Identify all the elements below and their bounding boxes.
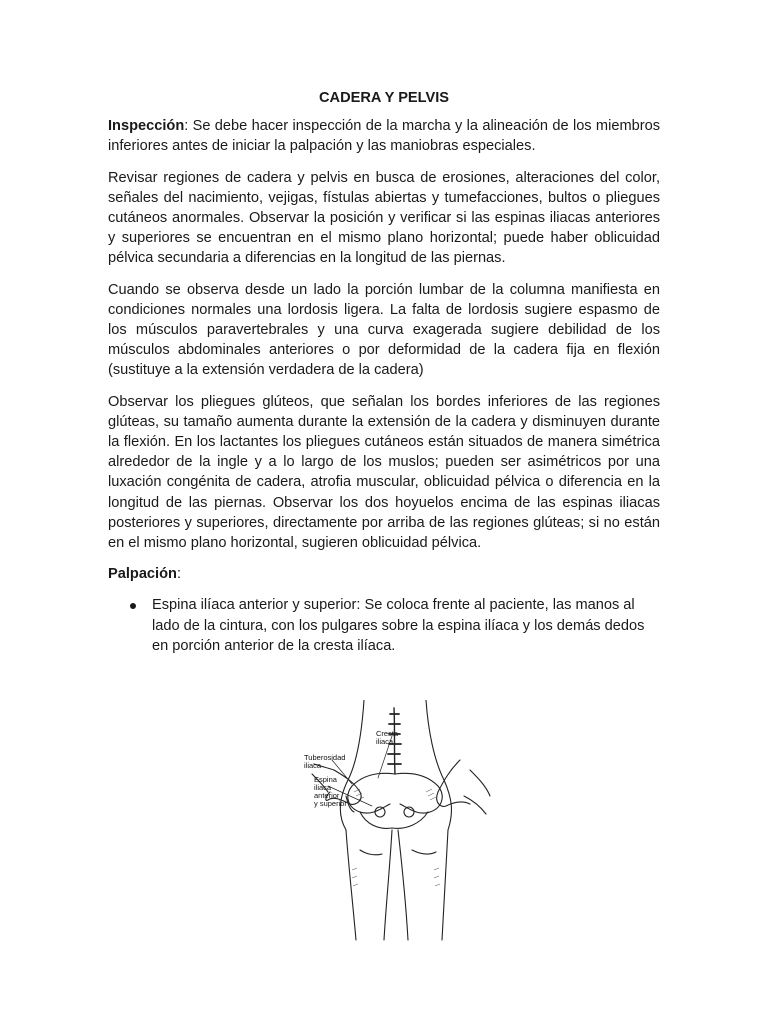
label-cresta-iliaca: Cresta iliaca — [376, 729, 399, 746]
label-espina-iliaca: Espina iliaca anterior y superior — [314, 775, 347, 808]
inspection-paragraph — [108, 116, 660, 156]
page-title: CADERA Y PELVIS — [318, 90, 450, 106]
inspection-intro: : Se debe hacer inspección de la marcha y la alineación de los miembros inferiores antes de iniciar la palpación y las maniobras especiales. — [108, 118, 660, 155]
label-tuberosidad-iliaca: Tuberosidad iliaca — [304, 753, 346, 770]
palpation-list — [108, 595, 660, 656]
inspection-label: Inspección — [108, 118, 185, 135]
document-body — [108, 88, 660, 656]
anatomy-illustration — [294, 700, 494, 945]
bullet-icon — [130, 603, 136, 609]
palpation-colon: : — [176, 566, 181, 583]
list-item — [108, 595, 660, 656]
palpation-label: Palpación — [108, 566, 177, 583]
list-item-text: Espina ilíaca anterior y superior: Se coloca frente al paciente, las manos al lado de la cintura, con los pulgares sobre la espina ilíaca y los demás dedos en porción anterior de la cresta ilíaca. — [152, 597, 645, 654]
paragraph-skin-review: Revisar regiones de cadera y pelvis en busca de erosiones, alteraciones del color, señales del nacimiento, vejigas, fístulas abiertas y tumefacciones, bultos o pliegues cutáneos anormales. Observar la posición y verificar si las espinas iliacas anteriores y superiores se encuentran en el mismo plano horizontal; puede haber oblicuidad pélvica secundaria a diferencias en la longitud de las piernas. — [108, 169, 660, 267]
palpation-heading — [108, 564, 660, 584]
paragraph-lordosis: Cuando se observa desde un lado la porción lumbar de la columna manifiesta en condiciones normales una lordosis ligera. La falta de lordosis sugiere espasmo de los músculos paravertebrales y una curva exagerada sugiere debilidad de los músculos abdominales anteriores o por deformidad de la cadera fija en flexión (sustituye a la extensión verdadera de la cadera) — [108, 281, 660, 379]
paragraph-gluteal-folds: Observar los pliegues glúteos, que señalan los bordes inferiores de las regiones glúteas, su tamaño aumenta durante la extensión de la cadera y disminuyen durante la flexión. En los lactantes los pliegues cutáneos están situados de manera simétrica alrededor de la ingle y a lo largo de los muslos; pueden ser asimétricos por una luxación congénita de cadera, atrofia muscular, oblicuidad pélvica o diferencia en la longitud de las piernas. Observar los dos hoyuelos encima de las espinas iliacas posteriores y superiores, directamente por arriba de las regiones glúteas; si no están en el mismo plano horizontal, sugieren oblicuidad pélvica. — [108, 393, 660, 552]
